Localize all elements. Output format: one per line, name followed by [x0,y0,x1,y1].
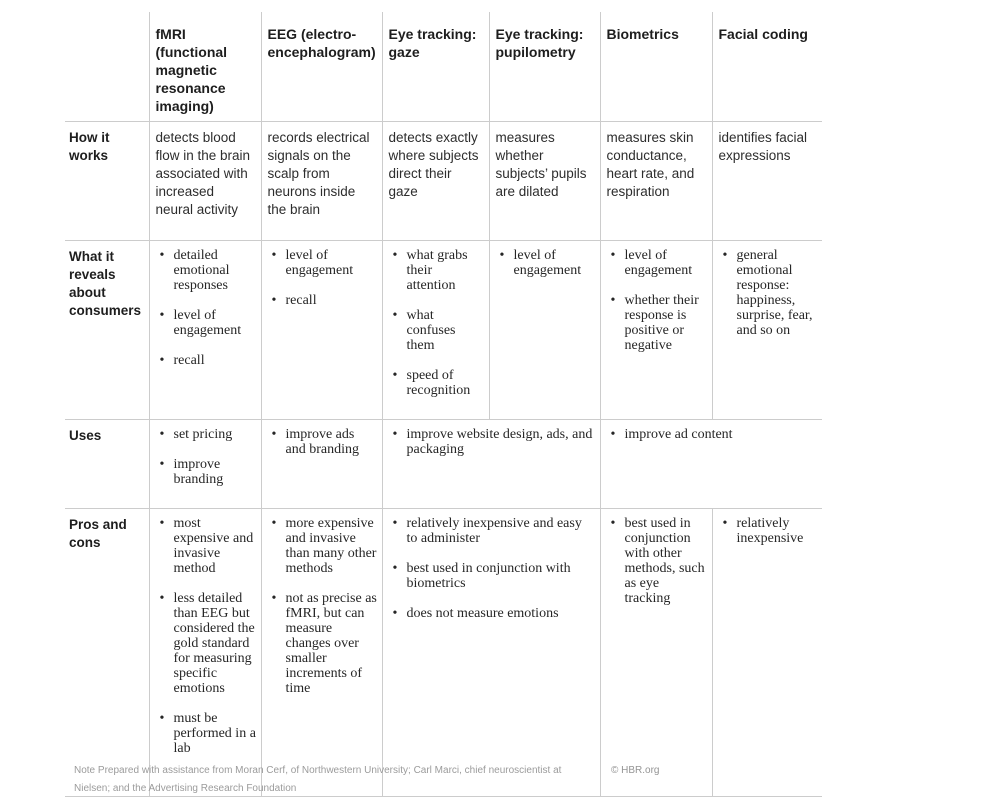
bullet-item: • improve branding [160,457,257,487]
bullet-item: • more expensive and invasive than many other methods [272,516,378,576]
table-cell [261,509,382,797]
table-cell: detects exactly where subjects direct their gaze [382,122,489,241]
bullet-list [713,516,819,546]
bullet-item: • level of engagement [160,308,257,338]
bullet-item: • best used in conjunction with biometrics [393,561,596,591]
bullet-list [601,248,708,353]
bullet-item: • most expensive and invasive method [160,516,257,576]
bullet-item: • general emotional response: happiness, surprise, fear, and so on [723,248,819,338]
bullet-item: • whether their response is positive or negative [611,293,708,353]
table-cell: measures skin conductance, heart rate, and respiration [600,122,712,241]
bullet-item: • not as precise as fMRI, but can measure changes over smaller increments of time [272,591,378,696]
bullet-list [383,248,485,398]
bullet-item: • relatively inexpensive and easy to administer [393,516,596,546]
bullet-item: • less detailed than EEG but considered the gold standard for measuring specific emotions [160,591,257,696]
table-row [65,509,822,797]
table-row [65,122,822,241]
table-cell [382,241,489,420]
bullet-list [150,427,257,487]
bullet-list [713,248,819,338]
bullet-list [150,248,257,368]
bullet-list [262,248,378,308]
table-header-row [65,12,822,122]
bullet-list [262,516,378,696]
bullet-item: • must be performed in a lab [160,711,257,756]
bullet-item: • recall [272,293,378,308]
column-header: Eye tracking: pupilometry [489,12,600,122]
bullet-item: • does not measure emotions [393,606,596,621]
bullet-item: • recall [160,353,257,368]
bullet-item: • speed of recognition [393,368,485,398]
bullet-item: • improve ads and branding [272,427,378,457]
table-cell [600,420,822,509]
row-label: Uses [65,420,149,509]
column-header: fMRI (functional magnetic resonance imaging) [149,12,261,122]
bullet-list [601,427,819,442]
comparison-table [65,12,822,797]
table-cell [149,509,261,797]
table-row [65,420,822,509]
bullet-item: • improve ad content [611,427,819,442]
table-cell [261,241,382,420]
table-cell: identifies facial expressions [712,122,822,241]
bullet-item: • detailed emotional responses [160,248,257,293]
table-cell [600,241,712,420]
table-cell [712,509,822,797]
table-cell [600,509,712,797]
table-row [65,241,822,420]
bullet-item: • level of engagement [500,248,596,278]
table-cell [149,420,261,509]
bullet-list [262,427,378,457]
bullet-list [383,427,596,457]
table-cell [382,420,600,509]
column-header: EEG (electro-encephalogram) [261,12,382,122]
column-header: Eye tracking: gaze [382,12,489,122]
table-cell: records electrical signals on the scalp from neurons inside the brain [261,122,382,241]
table-body [65,122,822,797]
bullet-item: • level of engagement [611,248,708,278]
table-cell [149,241,261,420]
table-cell [382,509,600,797]
bullet-list [490,248,596,278]
row-label: Pros and cons [65,509,149,797]
corner-cell [65,12,149,122]
bullet-item: • relatively inexpensive [723,516,819,546]
row-label: How it works [65,122,149,241]
bullet-list [383,516,596,621]
column-header: Biometrics [600,12,712,122]
footer-note: Note Prepared with assistance from Moran Cerf, of Northwestern University; Carl Marci, chief neuroscientist at Nielsen; and the Advertising Research Foundation [74,765,562,794]
table-cell: measures whether subjects’ pupils are dilated [489,122,600,241]
table-cell [712,241,822,420]
bullet-item: • what grabs their attention [393,248,485,293]
bullet-item: • best used in conjunction with other methods, such as eye tracking [611,516,708,606]
row-label: What it reveals about consumers [65,241,149,420]
table-cell [489,241,600,420]
bullet-item: • what confuses them [393,308,485,353]
column-header: Facial coding [712,12,822,122]
bullet-list [601,516,708,606]
copyright-credit: © HBR.org [611,765,660,776]
bullet-item: • improve website design, ads, and packaging [393,427,596,457]
table-cell [261,420,382,509]
table-cell: detects blood flow in the brain associated with increased neural activity [149,122,261,241]
bullet-item: • level of engagement [272,248,378,278]
bullet-item: • set pricing [160,427,257,442]
bullet-list [150,516,257,756]
